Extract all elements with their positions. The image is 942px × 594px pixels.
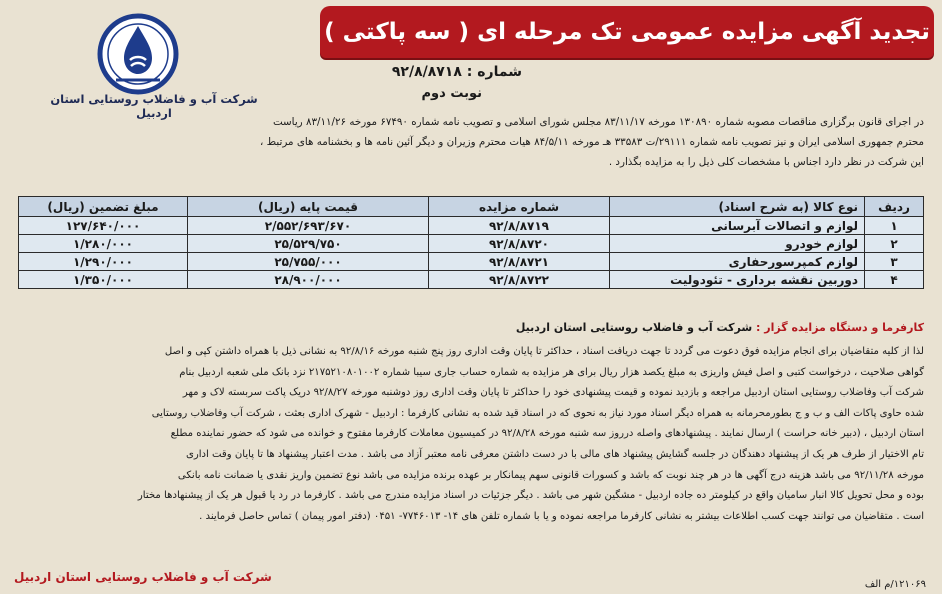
body-line: تام الاختیار از طرف هر یک از پیشنهاد دهندگان در جلسه گشایش پیشنهاد های مالی با در دست داشتن معرفی نامه معتبر آزاد می باشد . مدت اعتبار پیشنهاد ها تا پایان وقت اداری bbox=[185, 448, 924, 460]
row-base-price: ۲/۵۵۲/۶۹۳/۶۷۰ bbox=[188, 217, 429, 235]
employer-line bbox=[18, 321, 924, 334]
title-banner: تجدید آگهی مزایده عمومی تک مرحله ای ( سه پاکتی ) bbox=[320, 6, 934, 58]
employer-label: کارفرما و دستگاه مزایده گزار : bbox=[756, 321, 924, 334]
company-logo-icon bbox=[96, 12, 180, 96]
row-item-type: لوازم خودرو bbox=[610, 235, 865, 253]
row-base-price: ۲۵/۷۵۵/۰۰۰ bbox=[188, 253, 429, 271]
body-line: شرکت آب وفاضلاب روستایی استان اردبیل مراجعه و بازدید نموده و قیمت پیشنهادی خود را حداکثر تا پایان وقت اداری روز دوشنبه مورخه ۹۲/۸/۲۷ دریک پاکت سربسته لاک و مهر bbox=[182, 387, 924, 399]
body-line: مورخه ۹۲/۱۱/۲۸ می باشد هزینه درج آگهی ها در هر چند نوبت که باشد و کسورات قانونی سهم پیمانکار بر عهده برنده مزایده می باشد نوع تضمین واریز نقدی یا ضمانت نامه بانکی bbox=[177, 469, 924, 481]
tender-number: شماره : ۹۲/۸/۸۷۱۸ bbox=[391, 64, 522, 80]
body-paragraph bbox=[18, 342, 924, 527]
body-line: است . متقاضیان می توانند جهت کسب اطلاعات بیشتر به نشانی کارفرما مراجعه نموده و یا با شماره تلفن های ۱۴- ۷۷۴۶۰۱۳- ۰۴۵۱ (دفتر امور پیمان ) تماس حاصل فرمایند . bbox=[199, 510, 924, 522]
row-guarantee: ۱/۲۹۰/۰۰۰ bbox=[19, 253, 188, 271]
row-guarantee: ۱/۲۸۰/۰۰۰ bbox=[19, 235, 188, 253]
body-line: استان اردبیل ، (دبیر خانه حراست ) ارسال نمایند . پیشنهادهای واصله درروز سه شنبه مورخه ۹۲/۸/۲۸ در کمیسیون معاملات کارفرما مفتوح و خوانده می شود که حضور نماینده مطلع bbox=[170, 428, 924, 440]
header-tender-number: شماره مزایده bbox=[429, 197, 610, 217]
intro-line: در اجرای قانون برگزاری مناقصات مصوبه شماره ۱۳۰۸۹۰ مورخه ۸۳/۱۱/۱۷ مجلس شورای اسلامی و تصویب نامه شماره ۶۷۴۹۰ مورخه ۸۳/۱۱/۲۶ ریاست bbox=[272, 116, 924, 128]
table-row bbox=[19, 271, 924, 289]
table-row bbox=[19, 235, 924, 253]
intro-line: این شرکت در نظر دارد اجناس با مشخصات کلی ذیل را به مزایده بگذارد . bbox=[608, 156, 924, 168]
body-line: شده حاوی پاکات الف و ب و ج بطورمحرمانه به همراه دیگر اسناد مورد نیاز به نحوی که در اسناد قید شده به نشانی کارفرما : اردبیل - شهرک اداری بعثت ، شرکت آب وفاضلاب روستایی bbox=[151, 407, 924, 419]
employer-value: شرکت آب و فاضلاب روستایی استان اردبیل bbox=[515, 321, 753, 334]
header-row-index: ردیف bbox=[865, 197, 924, 217]
row-index: ۳ bbox=[865, 253, 924, 271]
row-tender-number: ۹۲/۸/۸۷۱۹ bbox=[429, 217, 610, 235]
row-index: ۱ bbox=[865, 217, 924, 235]
row-base-price: ۲۸/۹۰۰/۰۰۰ bbox=[188, 271, 429, 289]
intro-paragraph bbox=[18, 112, 924, 172]
row-tender-number: ۹۲/۸/۸۷۲۰ bbox=[429, 235, 610, 253]
header-guarantee: مبلغ تضمین (ریال) bbox=[19, 197, 188, 217]
row-item-type: لوازم کمپرسورحفاری bbox=[610, 253, 865, 271]
row-index: ۴ bbox=[865, 271, 924, 289]
table-row bbox=[19, 253, 924, 271]
row-item-type: لوازم و اتصالات آبرسانی bbox=[610, 217, 865, 235]
table-header-row bbox=[19, 197, 924, 217]
row-guarantee: ۱۲۷/۶۴۰/۰۰۰ bbox=[19, 217, 188, 235]
intro-line: محترم جمهوری اسلامی ایران و نیز تصویب نامه شماره ۲۹۱۱۱/ت ۳۳۵۸۳ هـ مورخه ۸۴/۵/۱۱ هیات محترم وزیران و دیگر آئین نامه ها و بخشنامه های مرتبط ، bbox=[260, 136, 924, 148]
row-tender-number: ۹۲/۸/۸۷۲۲ bbox=[429, 271, 610, 289]
table-row bbox=[19, 217, 924, 235]
row-guarantee: ۱/۳۵۰/۰۰۰ bbox=[19, 271, 188, 289]
company-name-top: شرکت آب و فاضلاب روستایی استان اردبیل bbox=[50, 92, 258, 120]
body-line: گواهی صلاحیت ، درخواست کتبی و اصل فیش واریزی به مبلغ یکصد هزار ریال برای هر مزایده به شماره حساب جاری سیبا شماره ۲۱۷۵۲۱۰۸۰۱۰۰۲ نزد بانک ملی شعبه اردبیل بنام bbox=[179, 366, 924, 378]
round-label: نوبت دوم bbox=[421, 86, 482, 101]
row-tender-number: ۹۲/۸/۸۷۲۱ bbox=[429, 253, 610, 271]
header-item-type: نوع کالا (به شرح اسناد) bbox=[610, 197, 865, 217]
row-base-price: ۲۵/۵۲۹/۷۵۰ bbox=[188, 235, 429, 253]
row-item-type: دوربین نقشه برداری - تئودولیت bbox=[610, 271, 865, 289]
body-line: بوده و محل تحویل کالا انبار سامیان واقع در کیلومتر ده جاده اردبیل - مشگین شهر می باشد . دیگر جزئیات در اسناد مزایده مندرج می باشد . کارفرما در رد یا قبول هر یک از پیشنهادها مختار bbox=[137, 490, 924, 502]
footer-company-name: شرکت آب و فاضلاب روستایی استان اردبیل bbox=[14, 570, 272, 584]
row-index: ۲ bbox=[865, 235, 924, 253]
ad-code: ۱۲۱۰۶۹/م الف bbox=[864, 579, 926, 590]
items-table bbox=[18, 196, 924, 289]
header-base-price: قیمت پایه (ریال) bbox=[188, 197, 429, 217]
body-line: لذا از کلیه متقاضیان برای انجام مزایده فوق دعوت می گردد تا جهت دریافت اسناد ، حداکثر تا پایان وقت اداری روز پنج شنبه مورخه ۹۲/۸/۱۶ به نشانی ذیل با همراه داشتن کپی و اصل bbox=[164, 346, 924, 357]
